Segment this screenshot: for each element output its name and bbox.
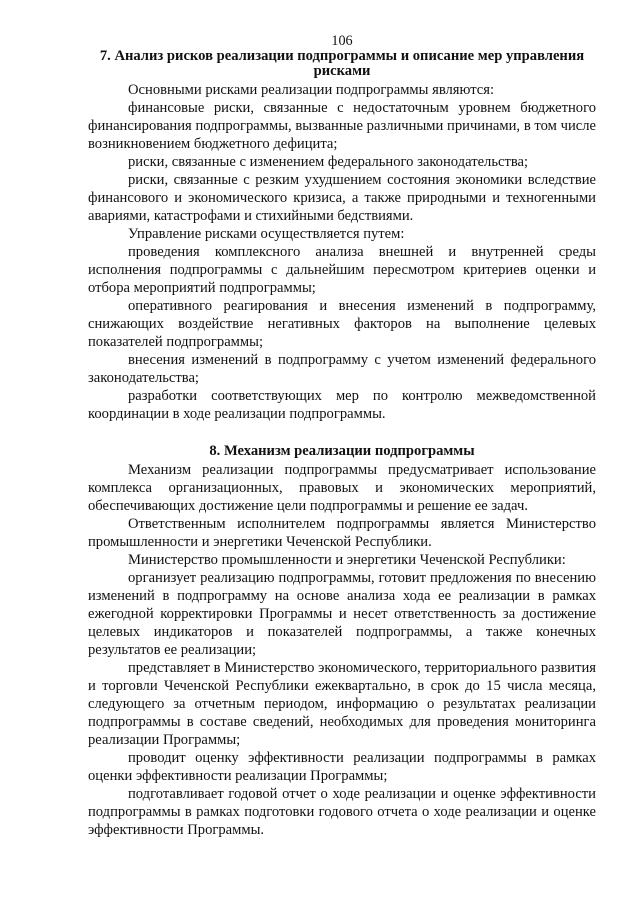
paragraph: разработки соответствующих мер по контролю межведомственной координации в ходе реализации подпрограммы. [88,388,596,422]
paragraph: оперативного реагирования и внесения изменений в подпрограмму, снижающих воздействие негативных факторов на выполнение целевых показателей подпрограммы; [88,298,596,350]
paragraph: Основными рисками реализации подпрограммы являются: [128,82,495,98]
section-8-body [88,461,596,839]
document-page [88,34,596,839]
section-8-title: 8. Механизм реализации подпрограммы [209,443,475,459]
paragraph: проведения комплексного анализа внешней и внутренней среды исполнения подпрограммы с дальнейшим пересмотром критериев оценки и отбора мероприятий подпрограммы; [88,244,596,296]
section-7-body [88,81,596,423]
paragraph: финансовые риски, связанные с недостаточным уровнем бюджетного финансирования подпрограммы, вызванные различными причинами, в том числе возникновением бюджетного дефицита; [88,100,596,152]
paragraph: организует реализацию подпрограммы, готовит предложения по внесению изменений в подпрограмму на основе анализа хода ее реализации в рамках ежегодной корректировки Программы и несет ответственность за достижение целевых индикаторов и показателей подпрограммы, а также конечных результатов ее реализации; [88,570,596,658]
paragraph: Механизм реализации подпрограммы предусматривает использование комплекса организационных, правовых и экономических мероприятий, обеспечивающих достижение цели подпрограммы и решение ее задач. [88,462,596,514]
paragraph: Управление рисками осуществляется путем: [128,226,405,242]
paragraph: риски, связанные с изменением федерального законодательства; [128,154,529,170]
paragraph: представляет в Министерство экономического, территориального развития и торговли Чеченской Республики ежеквартально, в срок до 15 числа месяца, следующего за отчетным периодом, информацию о результатах реализации подпрограммы в составе сведений, необходимых для проведения мониторинга реализации Программы; [88,660,596,748]
paragraph: Министерство промышленности и энергетики Чеченской Республики: [128,552,566,568]
paragraph: подготавливает годовой отчет о ходе реализации и оценке эффективности подпрограммы в рамках подготовки годового отчета о ходе реализации и оценке эффективности Программы. [88,786,596,838]
paragraph: внесения изменений в подпрограмму с учетом изменений федерального законодательства; [88,352,596,386]
paragraph: Ответственным исполнителем подпрограммы является Министерство промышленности и энергетики Чеченской Республики. [88,516,596,550]
page-number: 106 [331,33,353,49]
paragraph: проводит оценку эффективности реализации подпрограммы в рамках оценки эффективности реализации Программы; [88,750,596,784]
paragraph: риски, связанные с резким ухудшением состояния экономики вследствие финансового и экономического кризиса, а также природными и техногенными авариями, катастрофами и стихийными бедствиями. [88,172,596,224]
section-7-title: 7. Анализ рисков реализации подпрограммы и описание мер управления рисками [99,48,585,79]
